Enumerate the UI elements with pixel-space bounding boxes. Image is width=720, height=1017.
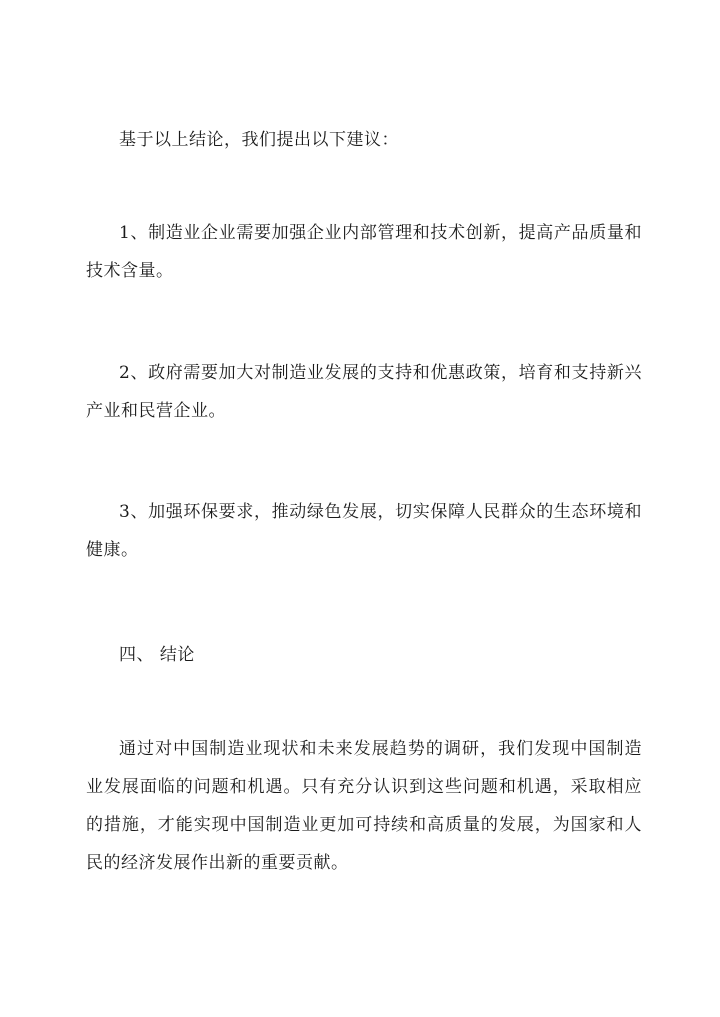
intro-paragraph: 基于以上结论，我们提出以下建议：: [119, 130, 399, 150]
conclusion-paragraph: 通过对中国制造业现状和未来发展趋势的调研，我们发现中国制造业发展面临的问题和机遇。只有充分认识到这些问题和机遇，采取相应的措施，才能实现中国制造业更加可持续和高质量的发展，为国家和人民的经济发展作出新的重要贡献。: [86, 739, 642, 873]
recommendation-2: 2、政府需要加大对制造业发展的支持和优惠政策，培育和支持新兴产业和民营企业。: [86, 363, 642, 421]
section-heading: 四、 结论: [119, 645, 195, 665]
recommendation-3: 3、加强环保要求，推动绿色发展，切实保障人民群众的生态环境和健康。: [86, 502, 642, 560]
recommendation-1: 1、制造业企业需要加强企业内部管理和技术创新，提高产品质量和技术含量。: [86, 223, 642, 281]
